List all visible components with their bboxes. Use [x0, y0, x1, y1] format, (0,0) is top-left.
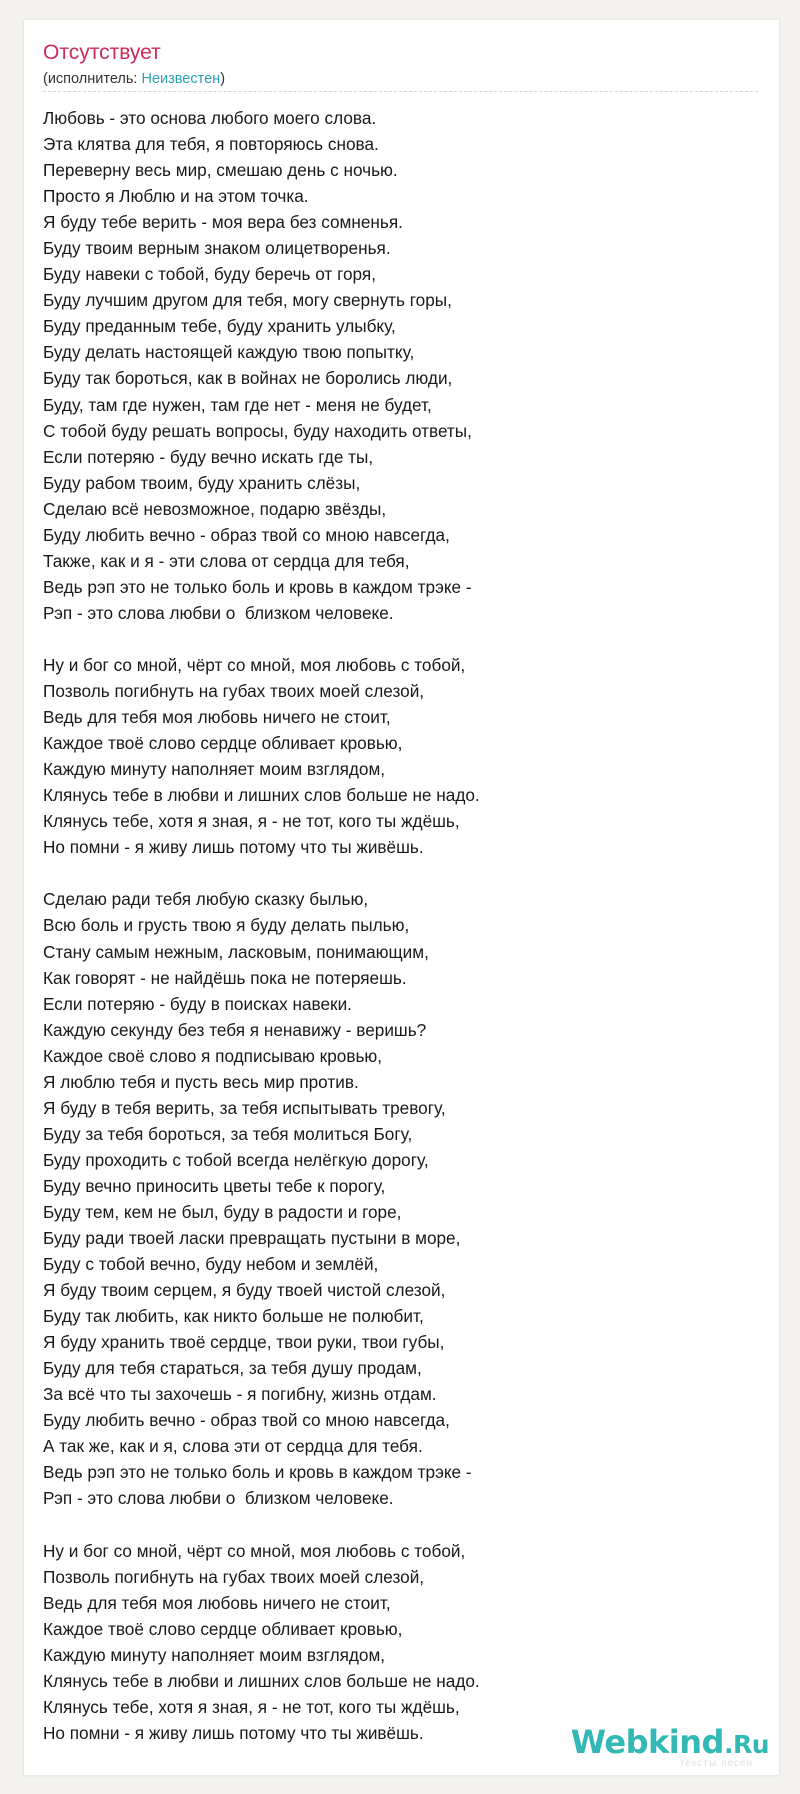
- title-divider: [43, 91, 758, 92]
- lyric-line: Рэп - это слова любви о близком человеке.: [43, 1488, 394, 1509]
- lyric-line: За всё что ты захочешь - я погибну, жизнь отдам.: [43, 1384, 437, 1405]
- lyric-line: Просто я Люблю и на этом точка.: [43, 186, 309, 207]
- logo-tagline: тексты песен: [679, 1758, 753, 1769]
- lyric-line: Буду навеки с тобой, буду беречь от горя,: [43, 264, 376, 285]
- lyric-line: Позволь погибнуть на губах твоих моей слезой,: [43, 681, 425, 702]
- lyric-line: Каждую минуту наполняет моим взглядом,: [43, 1644, 386, 1665]
- lyric-line: Если потеряю - буду вечно искать где ты,: [43, 446, 374, 467]
- lyric-line: Также, как и я - эти слова от сердца для тебя,: [43, 550, 410, 571]
- lyric-line: Всю боль и грусть твою я буду делать пылью,: [43, 915, 410, 936]
- lyric-line: Я буду хранить твоё сердце, твои руки, твои губы,: [43, 1332, 445, 1353]
- lyric-line: Переверну весь мир, смешаю день с ночью.: [43, 160, 398, 181]
- lyric-line: Буду твоим верным знаком олицетворенья.: [43, 238, 391, 259]
- lyric-line: Буду преданным тебе, буду хранить улыбку,: [43, 316, 396, 337]
- lyric-line: Буду любить вечно - образ твой со мною навсегда,: [43, 524, 450, 545]
- lyric-line: Ну и бог со мной, чёрт со мной, моя любовь с тобой,: [43, 654, 466, 675]
- lyrics-card: [24, 20, 779, 1775]
- lyric-line: Ведь для тебя моя любовь ничего не стоит,: [43, 707, 391, 728]
- logo-tld: .Ru: [723, 1730, 769, 1759]
- artist-link[interactable]: Неизвестен: [141, 71, 221, 87]
- stanza-break: [43, 860, 763, 886]
- lyric-line: Буду вечно приносить цветы тебе к порогу,: [43, 1175, 386, 1196]
- lyric-line: Буду ради твоей ласки превращать пустыни в море,: [43, 1228, 461, 1249]
- lyric-line: Буду делать настоящей каждую твою попытку,: [43, 342, 415, 363]
- lyric-line: Клянусь тебе в любви и лишних слов больше не надо.: [43, 1670, 480, 1691]
- lyric-line: Рэп - это слова любви о близком человеке.: [43, 602, 394, 623]
- lyric-line: Я буду твоим серцем, я буду твоей чистой слезой,: [43, 1280, 446, 1301]
- lyric-line: Я люблю тебя и пусть весь мир против.: [43, 1071, 359, 1092]
- lyric-line: Клянусь тебе, хотя я зная, я - не тот, кого ты ждёшь,: [43, 811, 460, 832]
- lyric-line: Буду, там где нужен, там где нет - меня не будет,: [43, 394, 432, 415]
- webkind-logo: [570, 1723, 769, 1769]
- lyric-line: А так же, как и я, слова эти от сердца для тебя.: [43, 1436, 423, 1457]
- lyric-line: Клянусь тебе, хотя я зная, я - не тот, кого ты ждёшь,: [43, 1696, 460, 1717]
- lyric-line: Буду любить вечно - образ твой со мною навсегда,: [43, 1410, 450, 1431]
- lyric-line: Буду с тобой вечно, буду небом и землёй,: [43, 1254, 379, 1275]
- byline-suffix: ): [220, 71, 226, 87]
- lyric-line: Любовь - это основа любого моего слова.: [43, 108, 377, 128]
- lyric-line: Стану самым нежным, ласковым, понимающим,: [43, 941, 429, 962]
- lyric-line: Ведь рэп это не только боль и кровь в каждом трэке -: [43, 1462, 472, 1483]
- lyric-line: Каждое твоё слово сердце обливает кровью,: [43, 1618, 403, 1639]
- lyric-line: Каждое своё слово я подписываю кровью,: [43, 1045, 383, 1066]
- lyric-line: Каждую минуту наполняет моим взглядом,: [43, 759, 386, 780]
- song-title: Отсутствует: [43, 41, 161, 64]
- logo-name: Webkind: [570, 1723, 724, 1761]
- lyric-line: Буду за тебя бороться, за тебя молиться Богу,: [43, 1123, 413, 1144]
- lyric-line: Клянусь тебе в любви и лишних слов больше не надо.: [43, 785, 480, 806]
- lyric-line: Буду лучшим другом для тебя, могу свернуть горы,: [43, 290, 452, 311]
- lyric-line: Буду так любить, как никто больше не полюбит,: [43, 1306, 424, 1327]
- byline-prefix: (исполнитель:: [43, 71, 142, 87]
- lyric-line: Если потеряю - буду в поисках навеки.: [43, 993, 352, 1014]
- lyric-line: Ведь рэп это не только боль и кровь в каждом трэке -: [43, 576, 472, 597]
- lyric-line: Позволь погибнуть на губах твоих моей слезой,: [43, 1566, 425, 1587]
- lyric-line: Я буду тебе верить - моя вера без сомненья.: [43, 212, 403, 233]
- lyric-line: Сделаю ради тебя любую сказку былью,: [43, 889, 369, 910]
- lyric-line: Каждую секунду без тебя я ненавижу - веришь?: [43, 1019, 427, 1040]
- lyric-line: Но помни - я живу лишь потому что ты живёшь.: [43, 1722, 424, 1743]
- lyric-line: Эта клятва для тебя, я повторяюсь снова.: [43, 134, 379, 155]
- lyric-line: Буду рабом твоим, буду хранить слёзы,: [43, 472, 361, 493]
- lyric-line: Буду тем, кем не был, буду в радости и горе,: [43, 1201, 402, 1222]
- logo-wordmark: [570, 1723, 769, 1761]
- lyric-line: Буду проходить с тобой всегда нелёгкую дорогу,: [43, 1149, 429, 1170]
- lyric-line: Но помни - я живу лишь потому что ты живёшь.: [43, 837, 424, 858]
- lyric-line: Как говорят - не найдёшь пока не потеряешь.: [43, 967, 407, 988]
- artist-byline: [43, 72, 225, 87]
- lyric-line: С тобой буду решать вопросы, буду находить ответы,: [43, 420, 472, 441]
- lyric-line: Каждое твоё слово сердце обливает кровью,: [43, 733, 403, 754]
- lyric-line: Сделаю всё невозможное, подарю звёзды,: [43, 498, 387, 519]
- stanza-break: [43, 1512, 763, 1538]
- lyric-line: Я буду в тебя верить, за тебя испытывать тревогу,: [43, 1097, 446, 1118]
- lyric-line: Ведь для тебя моя любовь ничего не стоит,: [43, 1592, 391, 1613]
- lyric-line: Буду для тебя стараться, за тебя душу продам,: [43, 1358, 422, 1379]
- lyric-line: Буду так бороться, как в войнах не боролись люди,: [43, 368, 453, 389]
- stanza-break: [43, 626, 763, 652]
- lyric-line: Ну и бог со мной, чёрт со мной, моя любовь с тобой,: [43, 1540, 466, 1561]
- lyrics-text: [43, 105, 763, 1746]
